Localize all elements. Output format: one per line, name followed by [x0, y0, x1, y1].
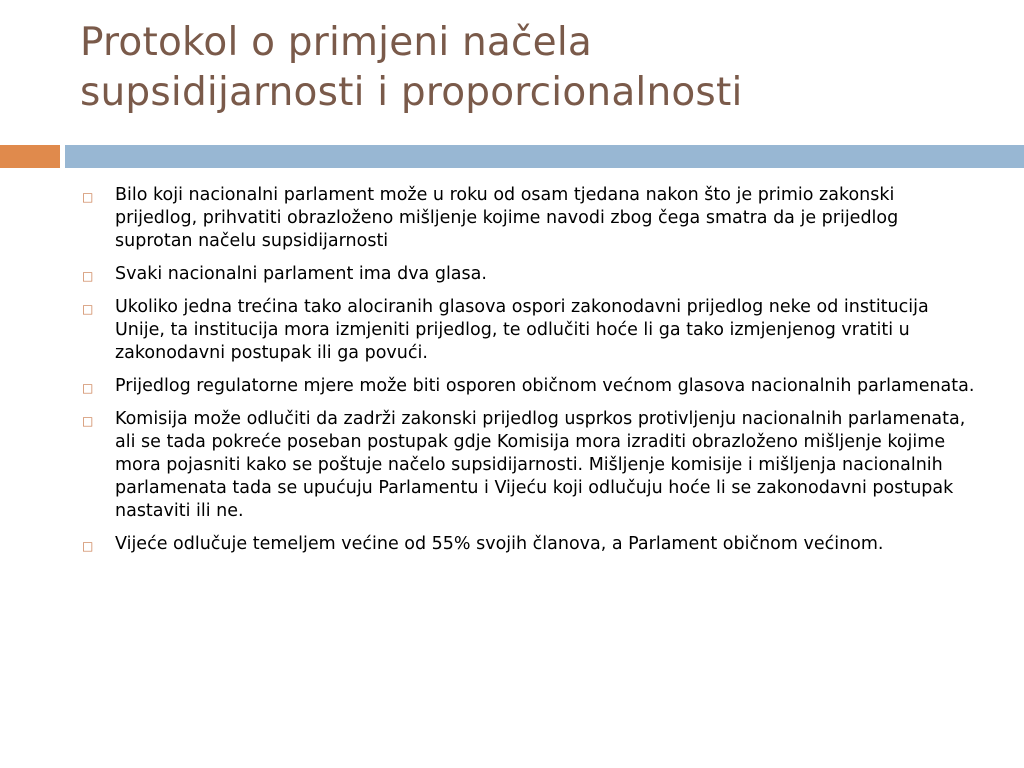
bullet-text: Prijedlog regulatorne mjere može biti osporen običnom većnom glasova nacionalnih parlamenata. [115, 376, 975, 396]
bullet-item-1 [80, 184, 980, 253]
bullet-square-icon: □ [82, 381, 94, 395]
bullet-text: Komisija može odlučiti da zadrži zakonski prijedlog usprkos protivljenju nacionalnih parlamenata, ali se tada pokreće poseban postupak gdje Komisija mora izraditi obrazloženo mišljenje kojime mora pojasniti kako se poštuje načelo supsidijarnosti. Mišljenje komisije i mišljenja nacionalnih parlamenata tada se upućuju Parlamentu i Vijeću koji odlučuju hoće li se zakonodavni postupak nastaviti ili ne. [115, 409, 966, 521]
bullet-list [80, 184, 980, 566]
bullet-square-icon: □ [82, 269, 94, 283]
accent-bar-orange [0, 145, 60, 168]
slide-title [80, 18, 980, 118]
bullet-item-2 [80, 263, 980, 286]
bullet-item-4 [80, 375, 980, 398]
bullet-square-icon: □ [82, 302, 94, 316]
bullet-item-3 [80, 296, 980, 365]
title-line-1: Protokol o primjeni načela [80, 20, 592, 65]
bullet-item-5 [80, 408, 980, 523]
bullet-square-icon: □ [82, 190, 94, 204]
accent-bar-blue [65, 145, 1024, 168]
bullet-text: Vijeće odlučuje temeljem većine od 55% svojih članova, a Parlament običnom većinom. [115, 534, 884, 554]
bullet-text: Bilo koji nacionalni parlament može u roku od osam tjedana nakon što je primio zakonski prijedlog, prihvatiti obrazloženo mišljenje kojime navodi zbog čega smatra da je prijedlog suprotan načelu supsidijarnosti [115, 185, 899, 251]
title-line-2: supsidijarnosti i proporcionalnosti [80, 70, 743, 115]
bullet-square-icon: □ [82, 414, 94, 428]
bullet-text: Ukoliko jedna trećina tako alociranih glasova ospori zakonodavni prijedlog neke od institucija Unije, ta institucija mora izmjeniti prijedlog, te odlučiti hoće li ga tako izmjenjenog vratiti u zakonodavni postupak ili ga povući. [115, 297, 929, 363]
bullet-square-icon: □ [82, 539, 94, 553]
bullet-text: Svaki nacionalni parlament ima dva glasa. [115, 264, 487, 284]
bullet-item-6 [80, 533, 980, 556]
